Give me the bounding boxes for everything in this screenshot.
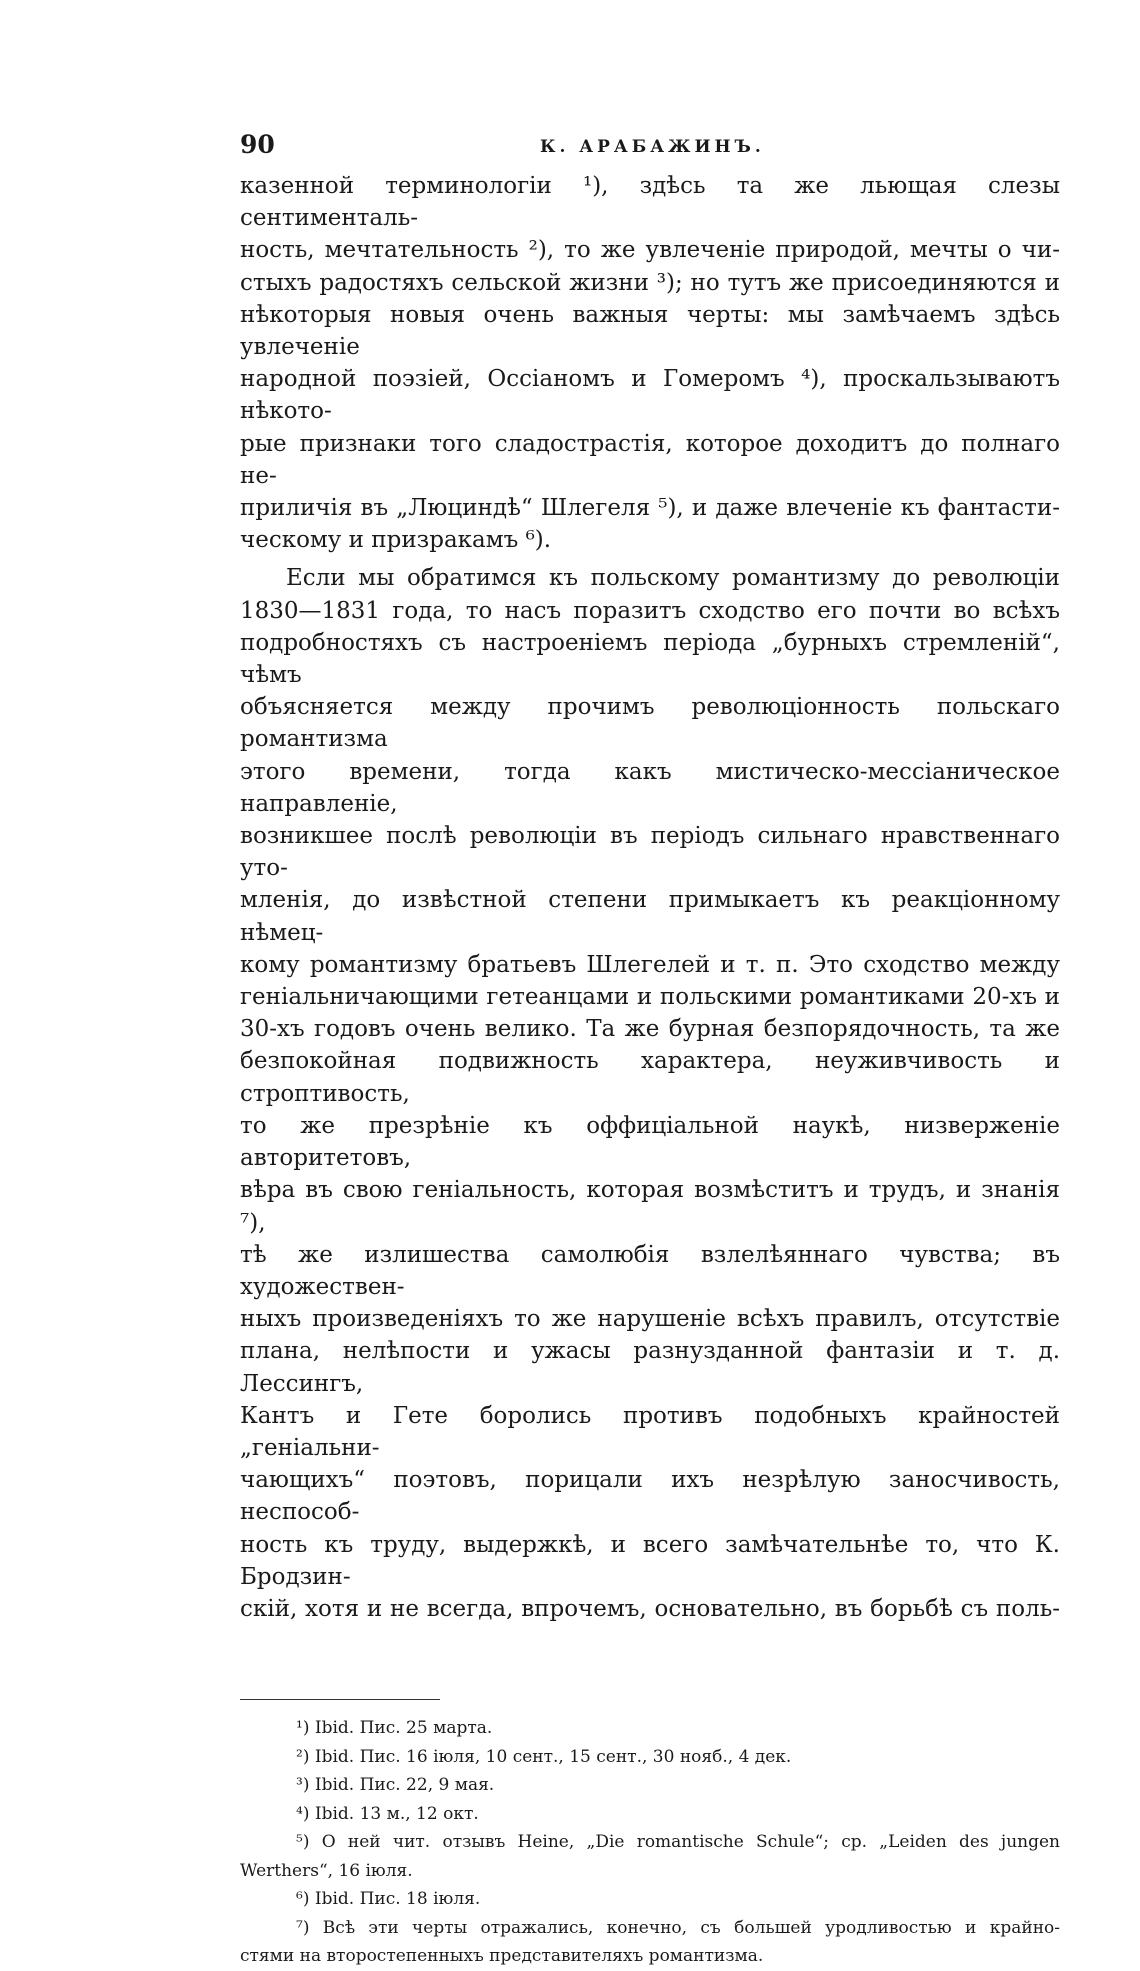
footnote-7: ⁷) Всѣ эти черты отражались, конечно, съ большей уродливостью и крайно- (296, 1917, 1060, 1938)
text-line: стыхъ радостяхъ сельской жизни ³); но тутъ же присоединяются и (240, 269, 1060, 296)
text-line: объясняется между прочимъ революціонность польскаго романтизма (240, 694, 1060, 753)
text-line: плана, нелѣпости и ужасы разнузданной фантазіи и т. д. Лессингъ, (240, 1338, 1060, 1397)
text-line: чающихъ“ поэтовъ, порицали ихъ незрѣлую заносчивость, неспособ- (240, 1467, 1060, 1526)
text-line: вѣра въ свою геніальность, которая возмѣститъ и трудъ, и знанія ⁷), (240, 1177, 1060, 1236)
footnote-6: ⁶) Ibid. Пис. 18 іюля. (296, 1889, 481, 1910)
footnote-4: ⁴) Ibid. 13 м., 12 окт. (296, 1803, 479, 1824)
text-line: безпокойная подвижность характера, неуживчивость и строптивость, (240, 1048, 1060, 1107)
text-line: народной поэзіей, Оссіаномъ и Гомеромъ ⁴), проскальзываютъ нѣкото- (240, 366, 1060, 425)
footnote-3: ³) Ibid. Пис. 22, 9 мая. (296, 1775, 495, 1796)
paragraph-1 (240, 170, 1060, 556)
text-line: нѣкоторыя новыя очень важныя черты: мы замѣчаемъ здѣсь увлеченіе (240, 301, 1060, 361)
page-number: 90 (240, 130, 275, 159)
text-line: тѣ же излишества самолюбія взлелѣяннаго чувства; въ художествен- (240, 1241, 1060, 1300)
text-line: приличія въ „Люциндѣ“ Шлегеля ⁵), и даже влеченіе къ фантасти- (240, 495, 1060, 522)
body-text (240, 170, 1060, 1625)
book-page (240, 130, 1060, 1971)
running-title: К. АРАБАЖИНЪ. (540, 137, 765, 157)
footnote-1: ¹) Ibid. Пис. 25 марта. (296, 1718, 493, 1739)
text-line: кому романтизму братьевъ Шлегелей и т. п. Это сходство между (240, 951, 1060, 978)
paragraph-2 (240, 562, 1060, 1625)
text-line: ность къ труду, выдержкѣ, и всего замѣчательнѣе то, что К. Бродзин- (240, 1531, 1060, 1590)
text-line: ныхъ произведеніяхъ то же нарушеніе всѣхъ правилъ, отсутствіе (240, 1306, 1060, 1333)
page-header (240, 130, 1060, 170)
text-line: мленія, до извѣстной степени примыкаетъ къ реакціонному нѣмец- (240, 887, 1060, 946)
text-line: ческому и призракамъ ⁶). (240, 527, 552, 554)
footnote-5-cont: Werthers“, 16 іюля. (240, 1860, 413, 1881)
text-line: Кантъ и Гете боролись противъ подобныхъ крайностей „геніальни- (240, 1402, 1060, 1461)
text-line: подробностяхъ съ настроеніемъ періода „бурныхъ стремленій“, чѣмъ (240, 629, 1060, 689)
footnote-7-cont: стями на второстепенныхъ представителяхъ романтизма. (240, 1946, 764, 1967)
text-line: геніальничающими гетеанцами и польскими романтиками 20-хъ и (240, 984, 1060, 1011)
text-line: казенной терминологіи ¹), здѣсь та же льющая слезы сентименталь- (240, 173, 1060, 232)
footnotes (240, 1714, 1060, 1971)
footnote-divider (240, 1699, 440, 1700)
text-line: то же презрѣніе къ оффиціальной наукѣ, низверженіе авторитетовъ, (240, 1112, 1060, 1172)
text-line: возникшее послѣ революціи въ періодъ сильнаго нравственнаго уто- (240, 823, 1060, 882)
text-line: 1830—1831 года, то насъ поразитъ сходство его почти во всѣхъ (240, 597, 1060, 624)
footnote-2: ²) Ibid. Пис. 16 іюля, 10 сент., 15 сент., 30 нояб., 4 дек. (296, 1746, 792, 1767)
text-line: ность, мечтательность ²), то же увлеченіе природой, мечты о чи- (240, 237, 1060, 264)
text-line: 30-хъ годовъ очень велико. Та же бурная безпорядочность, та же (240, 1016, 1060, 1043)
text-line: Если мы обратимся къ польскому романтизму до революціи (286, 565, 1060, 592)
text-line: рые признаки того сладострастія, которое доходитъ до полнаго не- (240, 430, 1060, 489)
text-line: этого времени, тогда какъ мистическо-мессіаническое направленіе, (240, 758, 1060, 817)
text-line: скій, хотя и не всегда, впрочемъ, основательно, въ борьбѣ съ поль- (240, 1595, 1060, 1622)
footnote-5: ⁵) О ней чит. отзывъ Heine, „Die romantische Schule“; ср. „Leiden des jungen (296, 1832, 1060, 1853)
